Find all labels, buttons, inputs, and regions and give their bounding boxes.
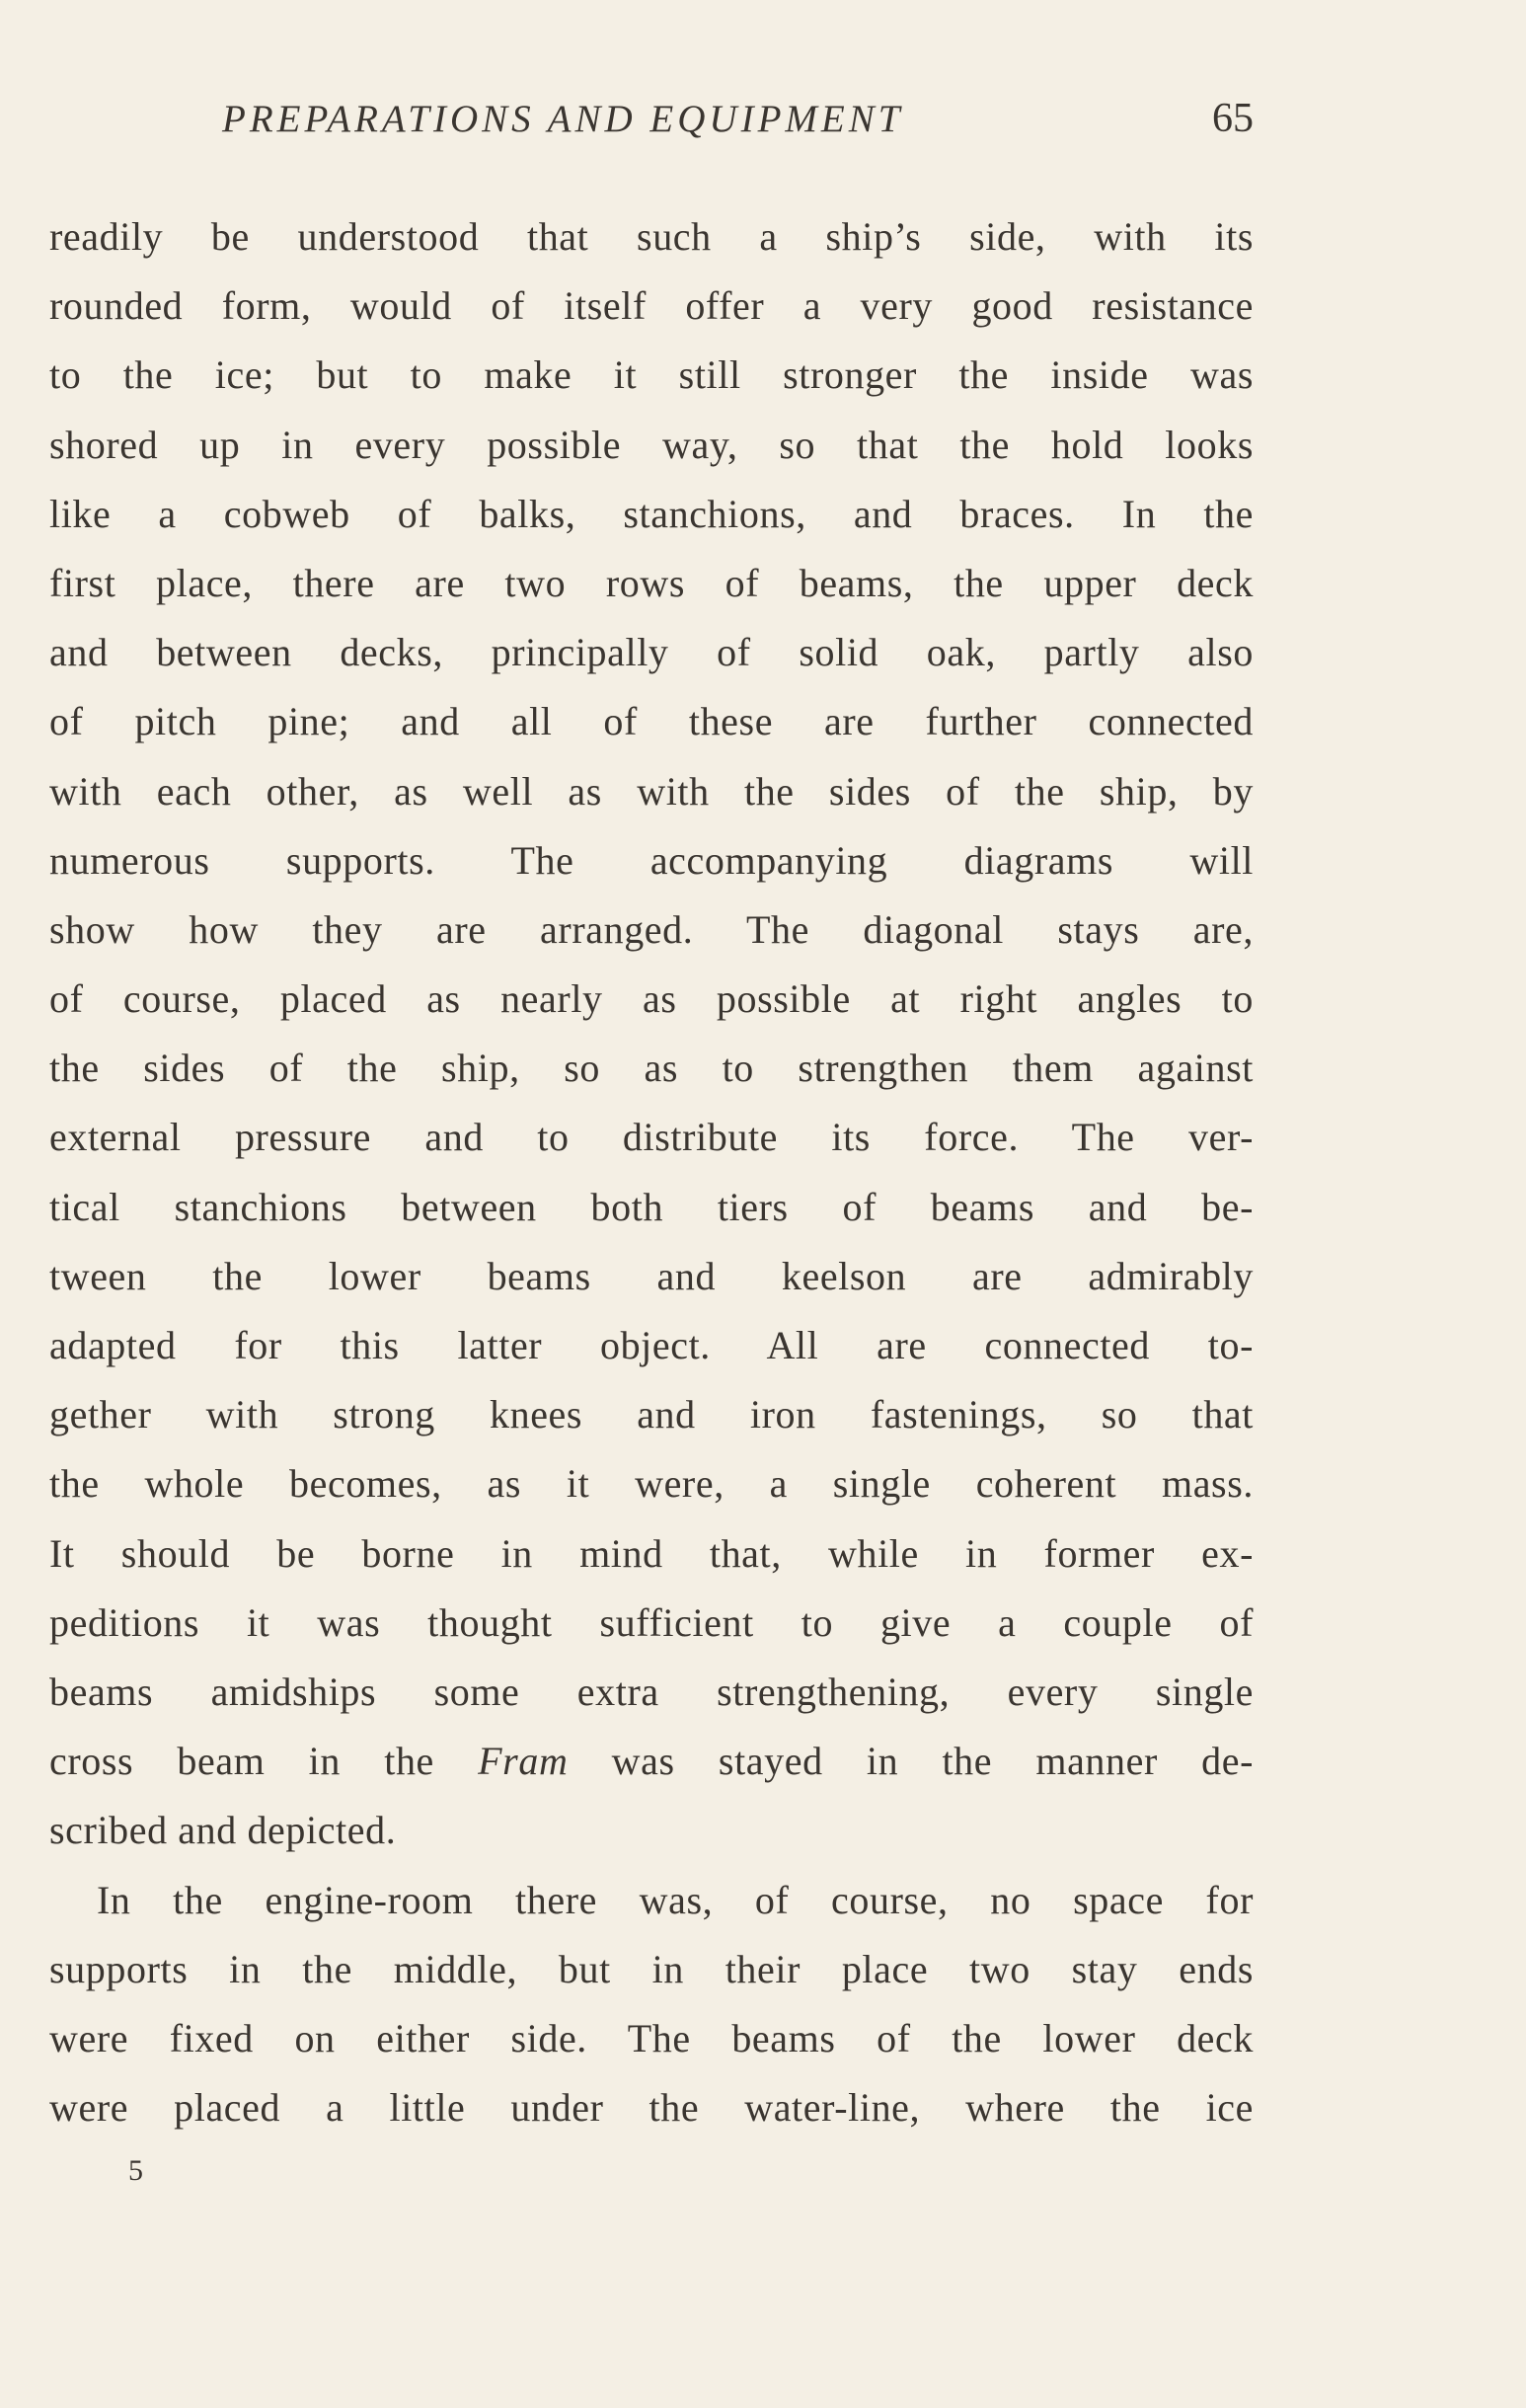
text-run: cross beam in the — [49, 1739, 479, 1784]
text-line: first place, there are two rows of beams, the upper deck — [49, 560, 1254, 605]
text-line: were placed a little under the water-line, where the ice — [49, 2085, 1254, 2131]
text-line: of course, placed as nearly as possible at right angles to — [49, 976, 1254, 1022]
running-head — [49, 97, 1254, 156]
text-line: and between decks, principally of solid oak, partly also — [49, 630, 1254, 675]
chapter-title: PREPARATIONS AND EQUIPMENT — [222, 98, 904, 140]
text-line: were fixed on either side. The beams of the lower deck — [49, 2015, 1254, 2060]
page-number: 65 — [1212, 96, 1254, 141]
signature-mark: 5 — [128, 2154, 143, 2187]
text-line: peditions it was thought sufficient to give a couple of — [49, 1599, 1254, 1645]
text-line: readily be understood that such a ship’s side, with its — [49, 214, 1254, 259]
text-line: the sides of the ship, so as to strengthen them against — [49, 1046, 1254, 1091]
text-line: of pitch pine; and all of these are further connected — [49, 699, 1254, 744]
text-line: with each other, as well as with the sides of the ship, by — [49, 768, 1254, 814]
text-line: external pressure and to distribute its force. The ver- — [49, 1115, 1254, 1160]
text-line: It should be borne in mind that, while in former ex- — [49, 1530, 1254, 1576]
text-line: beams amidships some extra strengthening, every single — [49, 1669, 1254, 1714]
paragraph-1 — [49, 202, 1254, 1866]
text-line: In the engine-room there was, of course, no space for — [97, 1877, 1254, 1922]
text-run: was stayed in the manner de- — [568, 1739, 1255, 1784]
text-line: supports in the middle, but in their place two stay ends — [49, 1946, 1254, 1991]
text-line: like a cobweb of balks, stanchions, and braces. In the — [49, 491, 1254, 536]
text-line: tical stanchions between both tiers of beams and be- — [49, 1184, 1254, 1229]
ship-name-italic: Fram — [478, 1739, 569, 1784]
text-line: numerous supports. The accompanying diagrams will — [49, 837, 1254, 883]
text-line: to the ice; but to make it still stronger the inside was — [49, 352, 1254, 398]
text-line — [49, 1727, 1254, 1796]
text-line: tween the lower beams and keelson are admirably — [49, 1253, 1254, 1298]
paragraph-2 — [49, 1866, 1254, 2143]
body-text — [49, 202, 1254, 2142]
text-line: shored up in every possible way, so that the hold looks — [49, 422, 1254, 467]
text-line: show how they are arranged. The diagonal stays are, — [49, 906, 1254, 952]
text-line: the whole becomes, as it were, a single coherent mass. — [49, 1461, 1254, 1507]
text-line: adapted for this latter object. All are connected to- — [49, 1323, 1254, 1367]
text-line: scribed and depicted. — [49, 1808, 397, 1853]
text-line: gether with strong knees and iron fastenings, so that — [49, 1392, 1254, 1437]
text-line: rounded form, would of itself offer a very good resistance — [49, 283, 1254, 329]
